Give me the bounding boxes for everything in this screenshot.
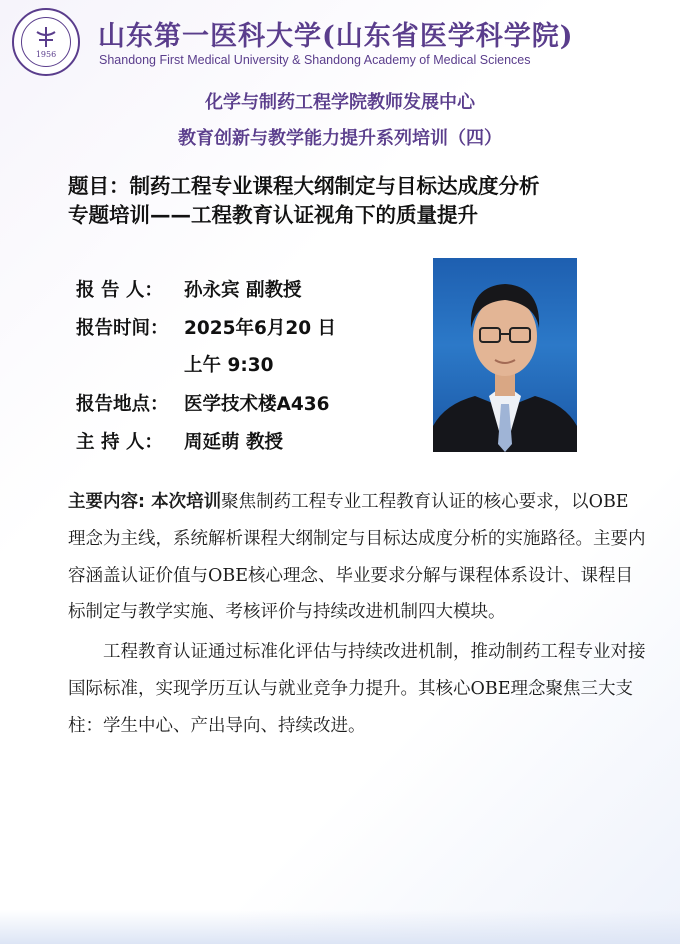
speaker-label: 报 告 人： [76, 280, 163, 301]
bottom-decoration [0, 910, 680, 944]
organizer-line-2: 教育创新与教学能力提升系列培训（四） [178, 128, 502, 149]
content-lead: 主要内容: 本次培训 [68, 492, 222, 512]
university-name-cn: 山东第一医科大学(山东省医学科学院) [98, 21, 574, 52]
university-emblem-icon [12, 8, 80, 76]
host-value: 周延萌 教授 [184, 432, 283, 453]
emblem-symbol [33, 26, 59, 48]
location-value: 医学技术楼A436 [184, 394, 330, 415]
time-row [76, 314, 336, 340]
content-paragraph-2: 工程教育认证通过标准化评估与持续改进机制，推动制药工程专业对接国际标准，实现学历互认与就业竞争力提升。其核心OBE理念聚焦三大支柱：学生中心、产出导向、持续改进。 [68, 642, 646, 736]
topic-line-2: 专题培训——工程教育认证视角下的质量提升 [68, 203, 478, 227]
speaker-row [76, 276, 301, 302]
lecture-topic [68, 172, 648, 230]
emblem-inner [21, 17, 71, 67]
portrait-illustration [433, 258, 577, 452]
content-paragraph-1-text: 聚焦制药工程专业工程教育认证的核心要求，以OBE理念为主线，系统解析课程大纲制定与目标达成度分析的实施路径。主要内容涵盖认证价值与OBE核心理念、毕业要求分解与课程体系设计、课程目标制定与教学实施、考核评价与持续改进机制四大模块。 [68, 492, 646, 623]
university-name-en: Shandong First Medical University & Shandong Academy of Medical Sciences [99, 53, 531, 67]
page-header [12, 8, 672, 78]
speaker-value: 孙永宾 副教授 [184, 280, 302, 301]
speaker-portrait [433, 258, 577, 452]
topic-line-1: 题目：制药工程专业课程大纲制定与目标达成度分析 [68, 174, 540, 198]
location-row [76, 390, 329, 416]
organizer-line-1: 化学与制药工程学院教师发展中心 [205, 92, 475, 113]
time-value-hour: 上午 9:30 [184, 355, 274, 376]
host-label: 主 持 人： [76, 432, 163, 453]
content-paragraph-1 [68, 484, 646, 631]
location-label: 报告地点： [76, 394, 169, 415]
time-row-continued [76, 351, 273, 377]
main-content [68, 484, 646, 745]
time-value-date: 2025年6月20 日 [184, 318, 337, 339]
time-label: 报告时间： [76, 318, 169, 339]
host-row [76, 428, 283, 454]
emblem-year: 1956 [35, 49, 57, 59]
